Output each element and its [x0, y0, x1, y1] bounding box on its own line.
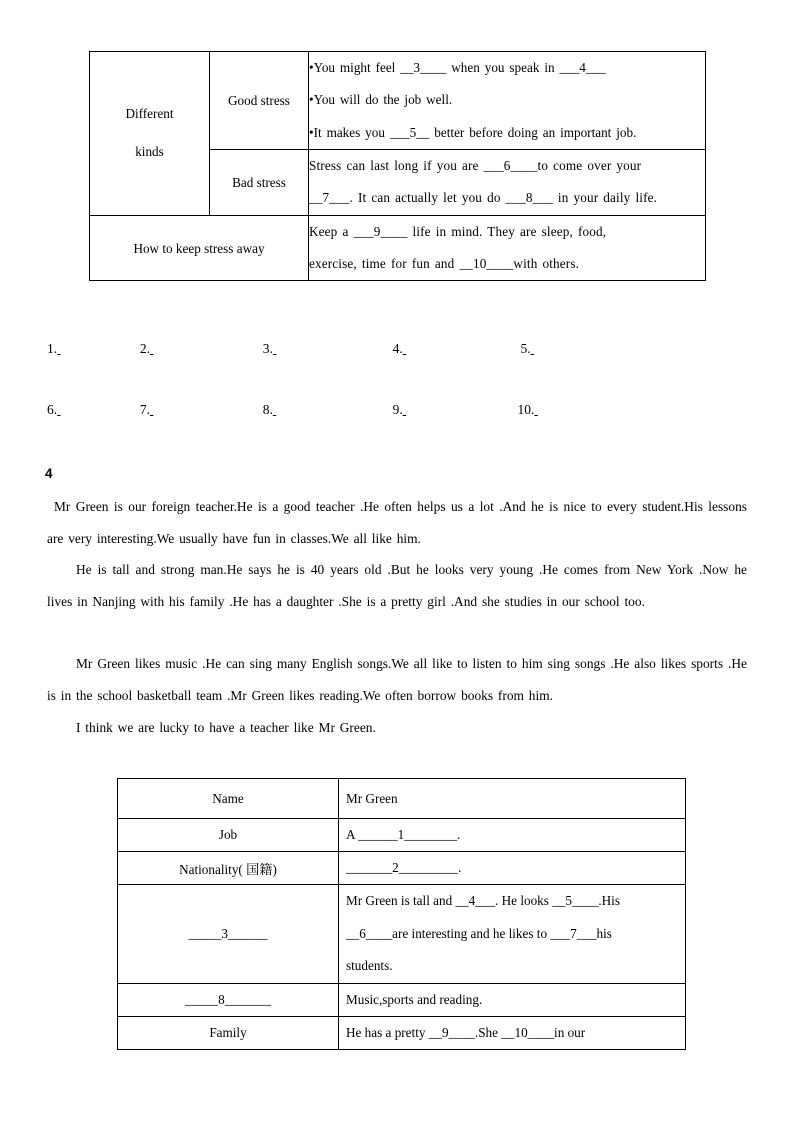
- passage-paragraph-4-text: I think we are lucky to have a teacher like Mr Green.: [76, 720, 376, 735]
- answer-blank-2-number: 2.: [139, 341, 150, 356]
- table-row: [118, 1017, 686, 1050]
- table-row: [118, 984, 686, 1017]
- passage-paragraph-1: [47, 491, 747, 554]
- answer-blanks-row-2: [47, 402, 607, 418]
- table-row: [118, 885, 686, 984]
- cell-good-stress-label: Good stress: [210, 52, 309, 150]
- profile-value-family[interactable]: He has a pretty __9____.She __10____in our: [339, 1017, 686, 1050]
- passage-paragraph-3: [47, 648, 747, 711]
- good-stress-bullet-1: •You might feel __3____ when you speak in ___4___: [309, 60, 606, 75]
- answer-blank-9-number: 9.: [392, 402, 403, 417]
- profile-value-appearance-line-3: students.: [346, 958, 393, 974]
- answer-blank-6-number: 6.: [47, 402, 58, 417]
- answer-blank-10-line[interactable]: [534, 402, 607, 418]
- answer-blank-10-number: 10.: [517, 402, 535, 417]
- passage-paragraph-1-text: Mr Green is our foreign teacher.He is a good teacher .He often helps us a lot .And he is nice to every student.His lessons are very interesting.We usually have fun in classes.We all like him.: [47, 499, 747, 546]
- answer-blank-3-line[interactable]: [273, 341, 346, 357]
- answer-blank-8-line[interactable]: [273, 402, 346, 418]
- profile-table: [117, 778, 686, 1050]
- profile-label-blank-3[interactable]: _____3______: [118, 885, 339, 984]
- passage-paragraph-2: [47, 554, 747, 617]
- profile-label-blank-8[interactable]: _____8_______: [118, 984, 339, 1017]
- profile-value-job[interactable]: A ______1________.: [339, 819, 686, 852]
- keep-away-line-2: exercise, time for fun and __10____with others.: [309, 256, 580, 272]
- bad-stress-line-2: __7___. It can actually let you do ___8___ in your daily life.: [309, 190, 658, 206]
- profile-label-family: Family: [118, 1017, 339, 1050]
- answer-blank-2-line[interactable]: [150, 341, 212, 357]
- answer-blank-6-line[interactable]: [57, 402, 119, 418]
- cell-good-stress-body: [309, 52, 706, 150]
- table-row: [90, 215, 706, 281]
- passage-paragraph-3-text: Mr Green likes music .He can sing many English songs.We all like to listen to him sing songs .He also likes sports .He is in the school basketball team .Mr Green likes reading.We often borrow books from him.: [47, 656, 747, 703]
- cell-keep-stress-away-label: How to keep stress away: [90, 215, 309, 281]
- stress-summary-table: [89, 51, 706, 281]
- cell-bad-stress-body: [309, 150, 706, 216]
- section-number-heading: 4: [45, 466, 53, 481]
- bad-stress-line-1: Stress can last long if you are ___6____to come over your: [309, 158, 642, 174]
- profile-value-appearance-line-2: __6____are interesting and he likes to ___7___his: [346, 925, 612, 941]
- cell-bad-stress-label: Bad stress: [210, 150, 309, 216]
- profile-label-nationality: Nationality( 国籍): [118, 852, 339, 885]
- profile-value-appearance[interactable]: [339, 885, 686, 984]
- table-row: [118, 852, 686, 885]
- answer-blank-9-line[interactable]: [403, 402, 469, 418]
- answer-blank-4-line[interactable]: [403, 341, 472, 357]
- profile-label-name: Name: [118, 779, 339, 819]
- answer-blank-1-line[interactable]: [57, 341, 119, 357]
- different-kinds-line2: kinds: [135, 144, 164, 160]
- passage-paragraph-4: [47, 712, 747, 744]
- table-row: [90, 52, 706, 150]
- good-stress-bullet-2: •You will do the job well.: [309, 92, 453, 108]
- profile-value-name: Mr Green: [339, 779, 686, 819]
- passage-paragraph-2-text: He is tall and strong man.He says he is 40 years old .But he looks very young .He comes from New York .Now he lives in Nanjing with his family .He has a daughter .She is a pretty girl .And she studies in our school too.: [47, 562, 747, 609]
- profile-value-appearance-line-1: Mr Green is tall and __4___. He looks __5____.His: [346, 893, 620, 909]
- answer-blank-7-number: 7.: [139, 402, 150, 417]
- good-stress-bullet-3: •It makes you ___5__ better before doing an important job.: [309, 124, 637, 140]
- answer-blank-1-number: 1.: [47, 341, 58, 356]
- table-row: [118, 779, 686, 819]
- profile-label-job: Job: [118, 819, 339, 852]
- answer-blank-5-number: 5.: [520, 341, 531, 356]
- answer-blank-7-line[interactable]: [150, 402, 212, 418]
- answer-blank-4-number: 4.: [392, 341, 403, 356]
- profile-value-hobbies: Music,sports and reading.: [339, 984, 686, 1017]
- cell-different-kinds: [90, 52, 210, 216]
- keep-away-line-1: Keep a ___9____ life in mind. They are sleep, food,: [309, 223, 607, 239]
- cell-keep-stress-away-body: [309, 215, 706, 281]
- answer-blank-8-number: 8.: [262, 402, 273, 417]
- answer-blank-5-line[interactable]: [531, 341, 604, 357]
- answer-blanks-row-1: [47, 341, 604, 357]
- profile-value-nationality[interactable]: _______2_________.: [339, 852, 686, 885]
- table-row: [118, 819, 686, 852]
- different-kinds-line1: Different: [125, 106, 174, 122]
- answer-blank-3-number: 3.: [262, 341, 273, 356]
